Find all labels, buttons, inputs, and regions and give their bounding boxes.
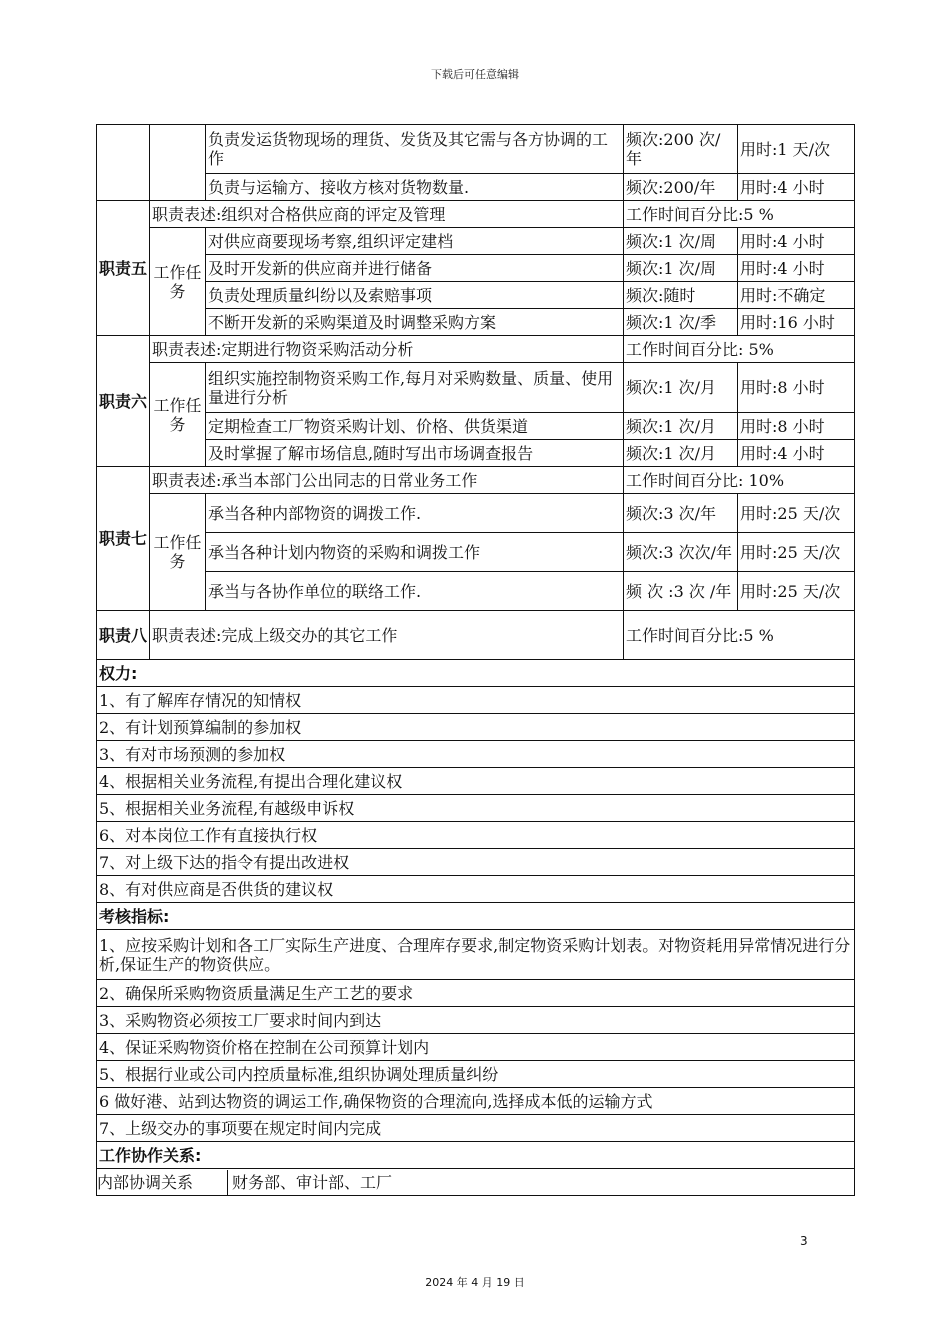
kpi-item: 6 做好港、站到达物资的调运工作,确保物资的合理流向,选择成本低的运输方式 [97, 1088, 855, 1115]
task-frequency: 频次:1 次/周 [624, 255, 738, 282]
task-text: 承当与各协作单位的联络工作. [206, 572, 624, 611]
table-row [97, 363, 855, 413]
task-frequency: 频次:1 次/月 [624, 413, 738, 440]
task-frequency: 频次:1 次/月 [624, 363, 738, 413]
kpi-item: 1、应按采购计划和各工厂实际生产进度、合理库存要求,制定物资采购计划表。对物资耗用异常情况进行分析,保证生产的物资供应。 [97, 930, 855, 980]
powers-title: 权力: [97, 660, 855, 687]
task-text: 负责发运货物现场的理货、发货及其它需与各方协调的工作 [206, 125, 624, 174]
duty-description: 职责表述:定期进行物资采购活动分析 [150, 336, 624, 363]
kpi-item: 5、根据行业或公司内控质量标准,组织协调处理质量纠纷 [97, 1061, 855, 1088]
task-text: 及时开发新的供应商并进行储备 [206, 255, 624, 282]
task-duration: 用时:4 小时 [738, 174, 855, 201]
table-row [97, 174, 855, 201]
job-description-table [96, 124, 855, 1196]
task-text: 定期检查工厂物资采购计划、价格、供货渠道 [206, 413, 624, 440]
task-frequency: 频次:1 次/周 [624, 228, 738, 255]
task-text: 负责与运输方、接收方核对货物数量. [206, 174, 624, 201]
task-duration: 用时:8 小时 [738, 363, 855, 413]
task-duration: 用时:8 小时 [738, 413, 855, 440]
power-item: 3、有对市场预测的参加权 [97, 741, 855, 768]
duty-label-cell [97, 125, 150, 201]
duty-description: 职责表述:组织对合格供应商的评定及管理 [150, 201, 624, 228]
task-frequency: 频次:1 次/季 [624, 309, 738, 336]
duty-label: 职责五 [97, 201, 150, 336]
list-item [97, 795, 855, 822]
table-row [97, 201, 855, 228]
list-item [97, 687, 855, 714]
list-item [97, 1088, 855, 1115]
task-label: 工作任务 [150, 228, 206, 336]
list-item [97, 876, 855, 903]
section-header-row [97, 903, 855, 930]
power-item: 2、有计划预算编制的参加权 [97, 714, 855, 741]
list-item [97, 1034, 855, 1061]
task-text: 承当各种计划内物资的采购和调拨工作 [206, 533, 624, 572]
relations-title: 工作协作关系: [97, 1142, 855, 1169]
task-duration: 用时:25 天/次 [738, 494, 855, 533]
task-frequency: 频 次 :3 次 /年 [624, 572, 738, 611]
table-row [97, 336, 855, 363]
task-text: 及时掌握了解市场信息,随时写出市场调查报告 [206, 440, 624, 467]
task-text: 负责处理质量纠纷以及索赔事项 [206, 282, 624, 309]
kpi-title: 考核指标: [97, 903, 855, 930]
power-item: 8、有对供应商是否供货的建议权 [97, 876, 855, 903]
power-item: 6、对本岗位工作有直接执行权 [97, 822, 855, 849]
task-frequency: 频次:3 次/年 [624, 494, 738, 533]
table-row [97, 125, 855, 174]
kpi-item: 4、保证采购物资价格在控制在公司预算计划内 [97, 1034, 855, 1061]
duty-time-percentage: 工作时间百分比: 10% [624, 467, 855, 494]
duty-label: 职责七 [97, 467, 150, 611]
task-duration: 用时:不确定 [738, 282, 855, 309]
table-row [97, 467, 855, 494]
list-item [97, 741, 855, 768]
duty-time-percentage: 工作时间百分比:5 % [624, 611, 855, 660]
page-header: 下载后可任意编辑 [431, 68, 519, 81]
list-item [97, 849, 855, 876]
kpi-item: 7、上级交办的事项要在规定时间内完成 [97, 1115, 855, 1142]
duty-description: 职责表述:完成上级交办的其它工作 [150, 611, 624, 660]
kpi-item: 2、确保所采购物资质量满足生产工艺的要求 [97, 980, 855, 1007]
task-frequency: 频次:1 次/月 [624, 440, 738, 467]
list-item [97, 768, 855, 795]
list-item [97, 980, 855, 1007]
list-item [97, 1007, 855, 1034]
page-number: 3 [800, 1234, 808, 1248]
task-duration: 用时:16 小时 [738, 309, 855, 336]
table-row [97, 572, 855, 611]
table-row [97, 611, 855, 660]
task-duration: 用时:1 天/次 [738, 125, 855, 174]
task-text: 对供应商要现场考察,组织评定建档 [206, 228, 624, 255]
inner-relations-label: 内部协调关系 [97, 1170, 228, 1195]
kpi-item: 3、采购物资必须按工厂要求时间内到达 [97, 1007, 855, 1034]
table-row [97, 1169, 855, 1196]
task-duration: 用时:25 天/次 [738, 533, 855, 572]
table-row [97, 533, 855, 572]
list-item [97, 1061, 855, 1088]
table-row [97, 309, 855, 336]
task-duration: 用时:4 小时 [738, 255, 855, 282]
task-label-cell [150, 125, 206, 201]
task-duration: 用时:25 天/次 [738, 572, 855, 611]
task-text: 组织实施控制物资采购工作,每月对采购数量、质量、使用量进行分析 [206, 363, 624, 413]
duty-label: 职责六 [97, 336, 150, 467]
list-item [97, 822, 855, 849]
table-row [97, 255, 855, 282]
table-row [97, 440, 855, 467]
table-row [97, 494, 855, 533]
table-row [97, 413, 855, 440]
power-item: 5、根据相关业务流程,有越级申诉权 [97, 795, 855, 822]
duty-time-percentage: 工作时间百分比: 5% [624, 336, 855, 363]
task-duration: 用时:4 小时 [738, 228, 855, 255]
table-row [97, 228, 855, 255]
power-item: 7、对上级下达的指令有提出改进权 [97, 849, 855, 876]
list-item [97, 1115, 855, 1142]
duty-label: 职责八 [97, 611, 150, 660]
section-header-row [97, 660, 855, 687]
task-label: 工作任务 [150, 363, 206, 467]
page-footer-date: 2024 年 4 月 19 日 [425, 1276, 525, 1289]
duty-description: 职责表述:承当本部门公出同志的日常业务工作 [150, 467, 624, 494]
list-item [97, 714, 855, 741]
task-frequency: 频次:3 次次/年 [624, 533, 738, 572]
power-item: 4、根据相关业务流程,有提出合理化建议权 [97, 768, 855, 795]
task-text: 承当各种内部物资的调拨工作. [206, 494, 624, 533]
task-text: 不断开发新的采购渠道及时调整采购方案 [206, 309, 624, 336]
duty-time-percentage: 工作时间百分比:5 % [624, 201, 855, 228]
task-duration: 用时:4 小时 [738, 440, 855, 467]
task-frequency: 频次:200/年 [624, 174, 738, 201]
list-item [97, 930, 855, 980]
power-item: 1、有了解库存情况的知情权 [97, 687, 855, 714]
table-row [97, 282, 855, 309]
section-header-row [97, 1142, 855, 1169]
task-label: 工作任务 [150, 494, 206, 611]
task-frequency: 频次:随时 [624, 282, 738, 309]
task-frequency: 频次:200 次/年 [624, 125, 738, 174]
inner-relations-value: 财务部、审计部、工厂 [232, 1172, 393, 1192]
